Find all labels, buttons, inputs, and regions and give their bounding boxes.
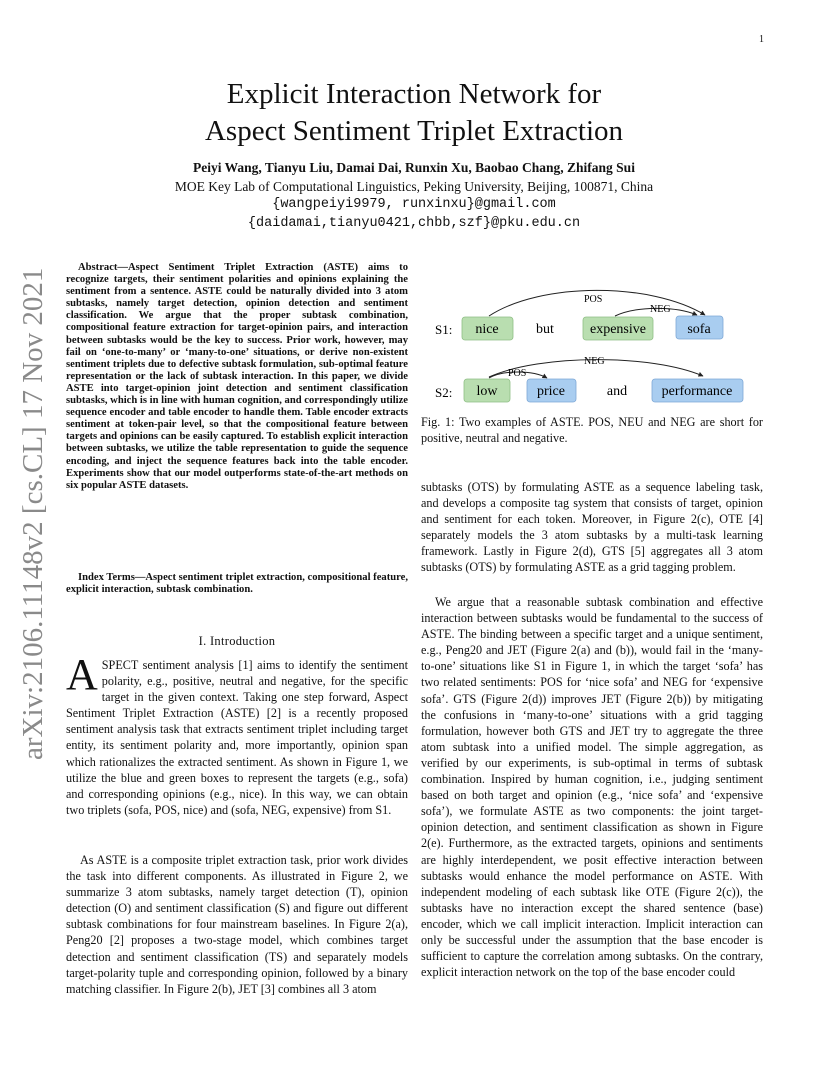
paper-title (0, 76, 828, 150)
index-terms: Index Terms—Aspect sentiment triplet extraction, compositional feature, explicit interaction, subtask combination. (66, 572, 408, 596)
s1-pos-arc-label: POS (584, 294, 603, 305)
s1-word-but: but (536, 322, 554, 337)
intro-paragraph-1-text: SPECT sentiment analysis [1] aims to identify the sentiment polarity, e.g., positive, neutral and negative, for the specific target in the given context. Taking one step forward, Aspect Sentiment Triplet Extraction (ASTE) [2] is a recently proposed sentiment analysis task that extracts sentiment triplet including target entity, its sentiment polarity and, more importantly, opinion span which rationalizes the extracted sentiment. As shown in Figure 1, we utilize the blue and green boxes to represent the targets (e.g., sofa) and corresponding opinions (e.g., nice). In this way, we can obtain two triplets (sofa, POS, nice) and (sofa, NEG, expensive) from S1. (66, 658, 408, 817)
author-list: Peiyi Wang, Tianyu Liu, Damai Dai, Runxin Xu, Baobao Chang, Zhifang Sui (193, 160, 635, 175)
arxiv-stamp: arXiv:2106.11148v2 [cs.CL] 17 Nov 2021 (17, 267, 49, 760)
affiliation: MOE Key Lab of Computational Linguistics, Peking University, Beijing, 100871, China (174, 179, 654, 194)
s1-word-sofa: sofa (687, 322, 711, 337)
s2-pos-arc-label: POS (508, 368, 527, 379)
page-number: 1 (759, 34, 764, 45)
s1-word-nice: nice (475, 322, 499, 337)
intro-paragraph-2: As ASTE is a composite triplet extraction task, prior work divides the task into different components. As illustrated in Figure 2, we summarize 3 atom subtasks, namely target detection (T), opinion detection (O) and sentiment classification (S) and figure out different subtask combinations for four mainstream baselines. In Figure 2(a), Peng20 [2] proposes a two-stage model, which combines target detection and sentiment classification (TS) and separately models target-polarity tuple and corresponding opinion, followed by a binary matching classifier. In Figure 2(b), JET [3] combines all 3 atom (66, 853, 408, 996)
title-line-1: Explicit Interaction Network for (226, 78, 602, 110)
abstract: Abstract—Aspect Sentiment Triplet Extraction (ASTE) aims to recognize targets, their sentiment polarities and opinions explaining the sentiment from a sentence. ASTE could be naturally divided into 3 atom subtasks, namely target detection, opinion detection and sentiment classification. We argue that the proper subtask combination, compositional feature extraction for target-opinion pairs, and interaction between subtasks would be the key to success. Prior work, however, may fail on ‘one-to-many’ or ‘many-to-one’ situations, or derive non-existent sentiment triplets due to defective subtask formulation, sub-optimal feature representation or the lack of subtask interaction. In this paper, we divide ASTE into target-opinion joint detection and sentiment classification subtasks, which is in line with human cognition, and correspondingly utilize sequence encoder and table encoder to handle them. Table encoder extracts sentiment at token-pair level, so that the compositional feature between targets and opinions can be easily captured. To establish explicit interaction between subtasks, we utilize the table representation to guide the sequence encoding, and inject the sequence features back into the table encoder. Experiments show that our model outperforms state-of-the-art methods on six popular ASTE datasets. (66, 262, 408, 491)
email-line-2: {daidamai,tianyu0421,chbb,szf}@pku.edu.cn (247, 216, 581, 231)
title-line-2: Aspect Sentiment Triplet Extraction (204, 115, 624, 147)
s2-neg-arc-label: NEG (584, 356, 605, 367)
right-paragraph-2: We argue that a reasonable subtask combination and effective interaction between subtasks would be fundamental to the success of ASTE. The binding between a specific target and a unique sentiment, e.g., Peng20 and JET (Figure 2(a) and (b)), would fail in the ‘many-to-one’ situations like S1 in Figure 1, in which the target ‘sofa’ has two related sentiments: POS for ‘nice sofa’ and NEG for ‘expensive sofa’. GTS (Figure 2(d)) improves JET (Figure 2(b)) by mitigating the confusions in ‘many-to-one’ situations with a grid tagging formulation, however both GTS and JET try to aggregate the three atom subtask into a unified model. The simple aggregation, as verified by our experiments, is sub-optimal in terms of subtask combination. Inspired by human cognition, i.e., judging sentiment based on both target and opinion (e.g., ‘nice sofa’ and ‘expensive sofa’), we formulate ASTE as two components: the joint target-opinion detection, and sentiment classification as shown in Figure 2(e). Furthermore, as the extracted targets, opinions and sentiments are highly interdependent, we posit effective interaction between subtasks would enhance the model performance on ASTE. With independent modeling of each subtask like OTE (Figure 2(c)), the subtasks have no interaction except the shared sentence (base) encoder, which we call implicit interaction. Implicit interaction can only be successful under the assumption that the base encoder is sufficient to capture the correlation among subtasks. On the contrary, explicit interaction network on the top of the base encoder could (421, 595, 763, 980)
s2-word-price: price (537, 384, 565, 399)
s1-neg-arc-label: NEG (650, 304, 671, 315)
intro-paragraph-1 (66, 650, 408, 818)
s2-word-and: and (606, 384, 628, 399)
email-line-1: {wangpeiyi9979, runxinxu}@gmail.com (272, 197, 556, 212)
s1-label: S1: (435, 322, 453, 337)
right-paragraph-1: subtasks (OTS) by formulating ASTE as a sequence labeling task, and develops a composite tag system that consists of target, opinion and sentiment for each token. Moreover, in Figure 2(c), OTE [4] separately models the 3 atom subtasks by a multi-task learning framework. Lastly in Figure 2(d), GTS [5] aggregates all 3 atom subtasks (OTS) by formulating ASTE as a grid tagging problem. (421, 480, 763, 575)
s2-word-low: low (476, 384, 498, 399)
figure-1-diagram (421, 288, 763, 408)
figure-1-caption: Fig. 1: Two examples of ASTE. POS, NEU and NEG are short for positive, neutral and negative. (421, 415, 763, 446)
s2-label: S2: (435, 385, 453, 400)
s2-word-performance: performance (661, 384, 733, 399)
section-heading: I. Introduction (198, 634, 276, 648)
drop-cap: A (66, 650, 98, 699)
figure-1 (421, 288, 763, 408)
s1-word-expensive: expensive (590, 322, 646, 337)
